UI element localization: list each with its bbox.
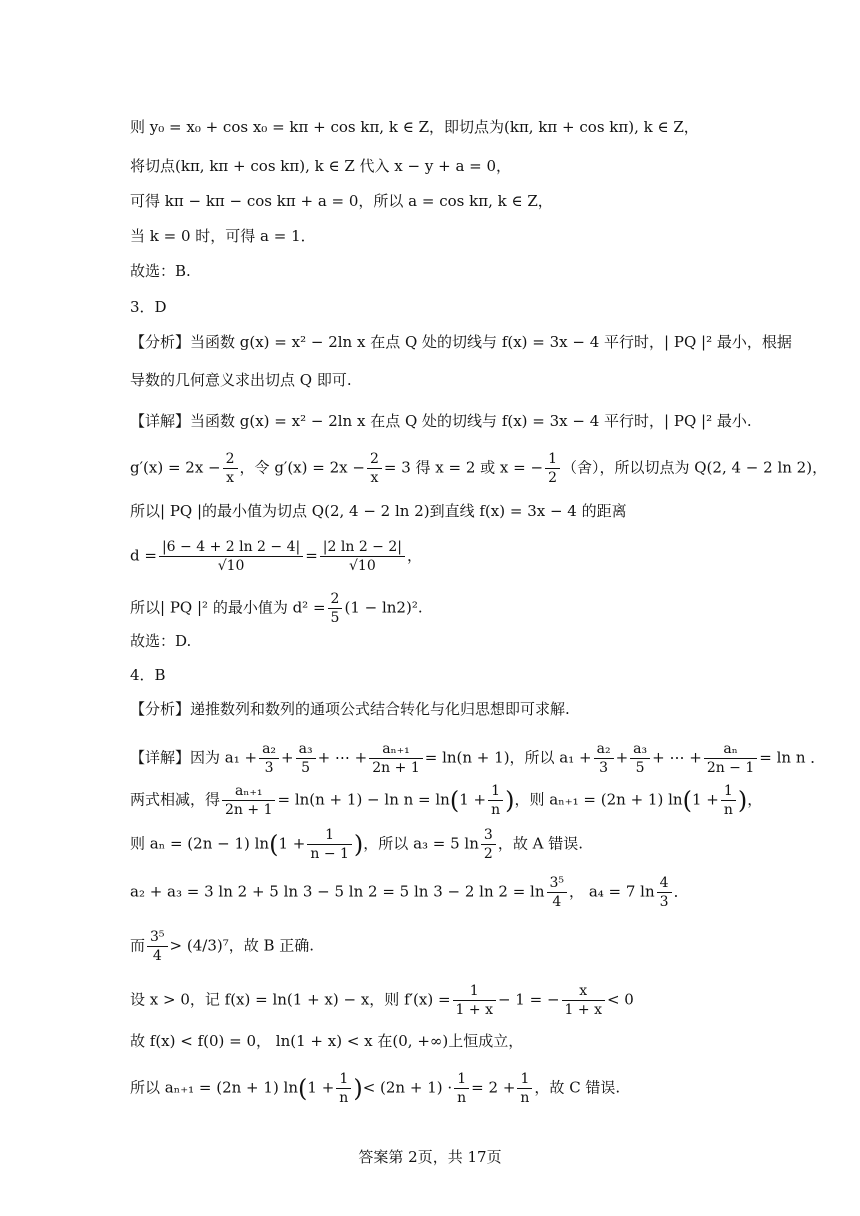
- text-segment: − 1 = −: [497, 990, 560, 1009]
- subtraction-line: 两式相减，得 $\frac{\text{aₙ₊₁}}{2n + 1}$ = ln(n + 1) − ln n = ln(1 + $\frac{1}{n}$ )，则 aₙ₊₁ = (2n + 1) ln(1 + $\frac{1}{n}$ )，: [130, 783, 763, 818]
- text-segment: ，: [747, 790, 763, 809]
- numerator: 3⁵: [147, 928, 168, 947]
- text-segment: ，则 aₙ₊₁ = (2n + 1) ln: [514, 790, 683, 809]
- denominator: 2: [483, 846, 493, 862]
- question-number: 4．B: [130, 666, 166, 684]
- numerator: 1: [545, 450, 560, 469]
- fraction: [517, 1070, 532, 1107]
- denominator: n: [520, 1090, 530, 1106]
- denominator: n: [723, 802, 733, 818]
- numerator: |2 ln 2 − 2|: [320, 538, 405, 557]
- paren-open: (: [449, 786, 460, 815]
- denominator: 1 + x: [455, 1002, 493, 1018]
- denominator: 1 + x: [564, 1002, 602, 1018]
- text-line: 当 k = 0 时，可得 a = 1．: [130, 227, 316, 245]
- fraction: [562, 982, 605, 1019]
- numerator: a₃: [296, 740, 316, 759]
- fraction: [630, 740, 650, 777]
- numerator: 3⁵: [547, 874, 568, 893]
- text-segment: d =: [130, 546, 157, 565]
- paren-close: ): [737, 786, 748, 815]
- text-line: 将切点(kπ, kπ + cos kπ), k ∈ Z 代入 x − y + a = 0，: [130, 157, 512, 175]
- fraction: [481, 826, 496, 863]
- text-segment: ，令 g′(x) = 2x −: [239, 458, 365, 477]
- text-segment: ，故 A 错误.: [497, 834, 583, 853]
- text-line: 故选：B.: [130, 262, 191, 280]
- text-segment: 设 x > 0，记 f(x) = ln(1 + x) − x，则 f′(x) =: [130, 990, 451, 1009]
- text-segment: ，故 C 错误.: [534, 1078, 621, 1097]
- text-segment: + ⋯ +: [317, 748, 368, 767]
- numerator: 2: [328, 590, 343, 609]
- denominator: n: [457, 1090, 467, 1106]
- numerator: aₙ: [704, 740, 757, 759]
- fraction: [594, 740, 614, 777]
- numerator: 1: [453, 982, 496, 1001]
- text-segment: = ln(n + 1) − ln n = ln: [277, 790, 450, 809]
- fraction: [369, 740, 422, 777]
- paren-close: ): [353, 1074, 363, 1103]
- numerator: 1: [721, 782, 736, 801]
- denominator: x: [370, 470, 379, 486]
- denominator: 5: [330, 610, 340, 626]
- numerator: 1: [517, 1070, 532, 1089]
- fraction: [223, 450, 238, 487]
- numerator: 1: [336, 1070, 351, 1089]
- text-segment: （舍），所以切点为 Q(2, 4 − 2 ln 2)，: [561, 458, 828, 477]
- numerator: 1: [488, 782, 503, 801]
- numerator: x: [562, 982, 605, 1001]
- denominator: 3: [264, 760, 274, 776]
- denominator: 4: [152, 948, 162, 964]
- numerator: 2: [223, 450, 238, 469]
- bound-line: 所以 aₙ₊₁ = (2n + 1) ln(1 + $\frac{1}{n}$ )< (2n + 1) · $\frac{1}{n}$ = 2 + $\frac{1}{n}$ ，故 C 错误.: [130, 1071, 621, 1106]
- numerator: a₂: [594, 740, 614, 759]
- text-segment: ， a₄ = 7 ln: [569, 882, 655, 901]
- min-value-line: [130, 590, 423, 627]
- fraction: [547, 874, 568, 911]
- numerator: 1: [307, 826, 352, 845]
- fraction: [222, 782, 275, 819]
- detail-text: 【详解】当函数 g(x) = x² − 2ln x 在点 Q 处的切线与 f(x) = 3x − 4 平行时，| PQ |² 最小.: [130, 412, 752, 430]
- text-segment: 【详解】因为 a₁ +: [130, 748, 258, 767]
- fraction: [454, 1070, 469, 1107]
- denominator: n: [491, 802, 501, 818]
- text-line: 可得 kπ − kπ − cos kπ + a = 0，所以 a = cos kπ, k ∈ Z，: [130, 192, 553, 210]
- denominator: 2n + 1: [225, 802, 273, 818]
- distance-line: [130, 538, 422, 575]
- fraction: [328, 590, 343, 627]
- fraction: [307, 826, 352, 863]
- text-segment: = 2 +: [471, 1078, 516, 1097]
- detail-line: [130, 740, 825, 777]
- paren-open: (: [298, 1074, 308, 1103]
- text-segment: 则 aₙ = (2n − 1) ln: [130, 834, 270, 853]
- denominator: 4: [552, 894, 562, 910]
- text-segment: ．: [673, 882, 689, 901]
- an-line: 则 aₙ = (2n − 1) ln(1 + $\frac{1}{n - 1}$ )，所以 a₃ = 5 ln $\frac{3}{2}$ ，故 A 错误.: [130, 827, 583, 862]
- text-segment: (1 − ln2)².: [344, 598, 423, 617]
- text-segment: = 3 得 x = 2 或 x = −: [383, 458, 544, 477]
- denominator: 3: [659, 894, 669, 910]
- text-segment: 所以 aₙ₊₁ = (2n + 1) ln: [130, 1078, 299, 1097]
- compare-line: [130, 928, 314, 965]
- text-segment: ，: [406, 546, 422, 565]
- text-segment: =: [305, 546, 318, 565]
- text-segment: > (4/3)⁷，故 B 正确.: [169, 936, 315, 955]
- text-segment: = ln n ．: [759, 748, 826, 767]
- text-segment: 两式相减，得: [130, 790, 221, 809]
- denominator: n − 1: [310, 846, 349, 862]
- derivative-line: [130, 450, 827, 487]
- text-segment: + ⋯ +: [652, 748, 702, 767]
- paren-open: (: [682, 786, 692, 815]
- numerator: a₂: [259, 740, 279, 759]
- numerator: aₙ₊₁: [369, 740, 422, 759]
- text-segment: < (2n + 1) ·: [362, 1078, 453, 1097]
- text-segment: g′(x) = 2x −: [130, 458, 221, 477]
- text-segment: +: [281, 748, 294, 767]
- numerator: 4: [657, 874, 672, 893]
- numerator: 3: [481, 826, 496, 845]
- denominator: 5: [635, 760, 645, 776]
- text-line: 故选：D.: [130, 632, 192, 650]
- analysis-text: 导数的几何意义求出切点 Q 即可.: [130, 371, 352, 389]
- paren-close: ): [353, 830, 364, 859]
- denominator: 2: [548, 470, 557, 486]
- fraction: [367, 450, 382, 487]
- fraction: [721, 782, 736, 819]
- fraction: [545, 450, 560, 487]
- denominator: n: [339, 1090, 349, 1106]
- text-segment: = ln(n + 1)，所以 a₁ +: [424, 748, 592, 767]
- denominator: √10: [349, 558, 376, 574]
- text-segment: +: [615, 748, 629, 767]
- numerator: |6 − 4 + 2 ln 2 − 4|: [159, 538, 303, 557]
- fraction: [488, 782, 503, 819]
- fraction: [147, 928, 168, 965]
- text-segment: a₂ + a₃ = 3 ln 2 + 5 ln 3 − 5 ln 2 = 5 ln 3 − 2 ln 2 = ln: [130, 882, 545, 901]
- question-number: 3．D: [130, 298, 167, 316]
- fraction: [320, 538, 405, 575]
- numerator: 1: [454, 1070, 469, 1089]
- sum-line: [130, 874, 689, 911]
- page-footer: 答案第 2页，共 17页: [358, 1148, 502, 1166]
- denominator: x: [226, 470, 235, 486]
- fraction: [336, 1070, 351, 1107]
- fraction: [159, 538, 303, 575]
- text-segment: ，所以 a₃ = 5 ln: [363, 834, 479, 853]
- denominator: 3: [599, 760, 609, 776]
- numerator: a₃: [630, 740, 650, 759]
- text-segment: 所以| PQ |² 的最小值为 d² =: [130, 598, 326, 617]
- analysis-text: 【分析】当函数 g(x) = x² − 2ln x 在点 Q 处的切线与 f(x) = 3x − 4 平行时，| PQ |² 最小，根据: [130, 333, 792, 351]
- text-line: 故 f(x) < f(0) = 0， ln(1 + x) < x 在(0, +∞)上恒成立，: [130, 1032, 524, 1050]
- paren-open: (: [269, 830, 279, 859]
- fraction: [453, 982, 496, 1019]
- function-line: [130, 982, 634, 1019]
- numerator: 2: [367, 450, 382, 469]
- fraction: [259, 740, 279, 777]
- denominator: 2n − 1: [706, 760, 755, 776]
- numerator: aₙ₊₁: [222, 782, 275, 801]
- denominator: 2n + 1: [372, 760, 420, 776]
- denominator: 5: [301, 760, 311, 776]
- text-segment: < 0: [606, 990, 634, 1009]
- fraction: [296, 740, 316, 777]
- fraction: [657, 874, 672, 911]
- paren-close: ): [505, 786, 515, 815]
- text-segment: 而: [130, 936, 146, 955]
- analysis-text: 【分析】递推数列和数列的通项公式结合转化与化归思想即可求解.: [130, 700, 570, 718]
- denominator: √10: [217, 558, 245, 574]
- text-line: 则 y₀ = x₀ + cos x₀ = kπ + cos kπ, k ∈ Z，即切点为(kπ, kπ + cos kπ), k ∈ Z，: [130, 118, 699, 136]
- text-line: 所以| PQ |的最小值为切点 Q(2, 4 − 2 ln 2)到直线 f(x) = 3x − 4 的距离: [130, 502, 627, 520]
- fraction: [704, 740, 757, 777]
